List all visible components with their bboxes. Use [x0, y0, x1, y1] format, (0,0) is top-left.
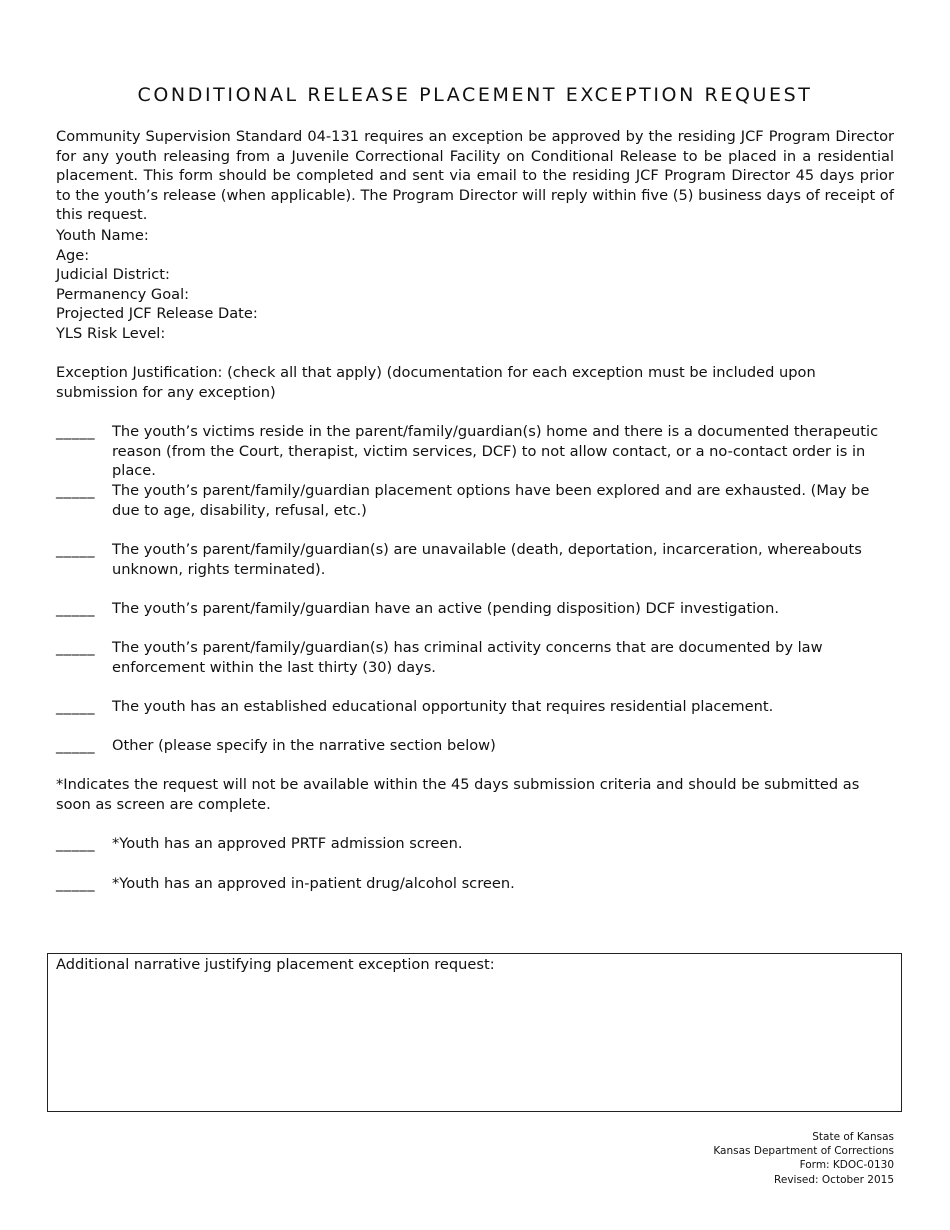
check-blank[interactable]: _____	[56, 698, 95, 715]
exception-item-text: The youth’s parent/family/guardian(s) are unavailable (death, deportation, incarceration, whereabouts unknown, rights terminated).	[112, 541, 862, 578]
asterisk-note: *Indicates the request will not be available within the 45 days submission criteria and should be submitted as soon as screen are complete.	[56, 776, 860, 813]
form-footer	[713, 1130, 894, 1187]
check-blank[interactable]: _____	[56, 600, 95, 617]
exception-item-text: The youth’s victims reside in the parent/family/guardian(s) home and there is a documented therapeutic reason (from the Court, therapist, victim services, DCF) to not allow contact, or a no-contact order is in place.	[112, 423, 879, 480]
check-blank[interactable]: _____	[56, 423, 95, 440]
footer-revised: Revised: October 2015	[774, 1173, 894, 1186]
narrative-box[interactable]	[47, 953, 902, 1112]
permanency-goal-label: Permanency Goal:	[56, 285, 190, 303]
judicial-district-label: Judicial District:	[56, 266, 170, 284]
footer-department: Kansas Department of Corrections	[713, 1145, 894, 1158]
check-blank[interactable]: _____	[56, 737, 95, 754]
exception-item-text: The youth’s parent/family/guardian placement options have been explored and are exhausted. (May be due to age, disability, refusal, etc.)	[112, 482, 870, 519]
check-blank[interactable]: _____	[56, 835, 95, 852]
exception-item-text: The youth has an established educational opportunity that requires residential placement.	[112, 698, 774, 715]
yls-risk-level-label: YLS Risk Level:	[56, 324, 166, 342]
justification-heading: Exception Justification: (check all that apply) (documentation for each exception must be included upon submission for any exception)	[56, 364, 816, 401]
age-label: Age:	[56, 246, 90, 264]
exception-item-text: The youth’s parent/family/guardian have an active (pending disposition) DCF investigation.	[112, 600, 780, 617]
youth-name-label: Youth Name:	[56, 227, 149, 244]
youth-info-fields	[56, 226, 258, 344]
intro-paragraph: Community Supervision Standard 04-131 requires an exception be approved by the residing JCF Program Director for any youth releasing from a Juvenile Correctional Facility on Conditional Release to be placed in a residential placement. This form should be completed and sent via email to the residing JCF Program Director 45 days prior to the youth’s release (when applicable). The Program Director will reply within five (5) business days of receipt of this request.	[56, 128, 894, 224]
check-blank[interactable]: _____	[56, 639, 95, 656]
check-blank[interactable]: _____	[56, 482, 95, 499]
footer-state: State of Kansas	[812, 1131, 894, 1143]
check-blank[interactable]: _____	[56, 541, 95, 558]
check-blank[interactable]: _____	[56, 875, 95, 892]
screen-item-text: *Youth has an approved in-patient drug/alcohol screen.	[112, 875, 515, 892]
footer-form-number: Form: KDOC-0130	[799, 1159, 894, 1172]
screen-item-text: *Youth has an approved PRTF admission screen.	[112, 835, 463, 852]
exception-item-text: The youth’s parent/family/guardian(s) has criminal activity concerns that are documented by law enforcement within the last thirty (30) days.	[112, 639, 823, 676]
narrative-label: Additional narrative justifying placement exception request:	[56, 956, 495, 973]
form-title: CONDITIONAL RELEASE PLACEMENT EXCEPTION REQUEST	[137, 84, 813, 106]
release-date-label: Projected JCF Release Date:	[56, 305, 258, 323]
exception-item-text: Other (please specify in the narrative section below)	[112, 737, 496, 754]
